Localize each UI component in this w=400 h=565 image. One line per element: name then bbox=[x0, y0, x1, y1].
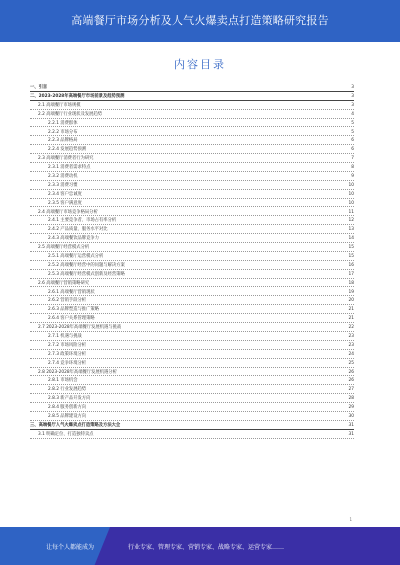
toc-entry-label: 2.3 高端餐厅消费者行为研究 bbox=[38, 156, 94, 162]
toc-entry-label: 2.8.2 行业发展趋势 bbox=[48, 387, 87, 393]
toc-entry-label: 2.8.4 服务创新方向 bbox=[48, 405, 87, 411]
toc-entry[interactable] bbox=[30, 359, 354, 368]
toc-entry-page: 6 bbox=[351, 147, 354, 153]
toc-entry[interactable] bbox=[30, 314, 354, 323]
toc-entry[interactable] bbox=[30, 350, 354, 359]
toc-entry-label: 2.3.1 消费者需求特点 bbox=[48, 165, 91, 171]
toc-entry[interactable] bbox=[30, 252, 354, 261]
toc-entry-page: 11 bbox=[348, 209, 354, 215]
toc-entry-page: 20 bbox=[348, 298, 354, 304]
toc-entry-page: 9 bbox=[351, 174, 354, 179]
toc-entry-page: 21 bbox=[348, 307, 354, 313]
toc-entry-page: 27 bbox=[348, 387, 354, 393]
toc-entry-label: 2.7.4 竞争环境分析 bbox=[48, 360, 87, 366]
toc-entry-label: 2.6 高端餐厅营销策略研究 bbox=[38, 280, 90, 286]
toc-entry-page: 23 bbox=[348, 334, 354, 340]
toc-entry[interactable] bbox=[30, 127, 354, 136]
toc-entry-page: 30 bbox=[348, 414, 354, 420]
toc-entry-label: 2.6.1 高端餐厅营销现状 bbox=[48, 289, 95, 295]
toc-entry-label: 2.7.2 市场风险分析 bbox=[48, 342, 87, 348]
toc-heading: 内容目录 bbox=[174, 58, 226, 71]
toc-entry[interactable] bbox=[30, 234, 354, 243]
toc-entry[interactable] bbox=[30, 332, 354, 341]
toc-entry[interactable] bbox=[30, 172, 354, 181]
toc-entry-page: 14 bbox=[348, 236, 354, 242]
toc-entry-page: 24 bbox=[348, 351, 354, 357]
toc-entry[interactable] bbox=[30, 421, 354, 430]
toc-entry-page: 22 bbox=[348, 325, 354, 331]
toc-entry-page: 5 bbox=[351, 120, 354, 126]
toc-entry[interactable] bbox=[30, 305, 354, 314]
toc-entry-label: 2.6.2 营销手段分析 bbox=[48, 298, 87, 304]
toc-entry-page: 21 bbox=[348, 316, 354, 322]
toc-entry[interactable] bbox=[30, 394, 354, 403]
toc-entry-page: 15 bbox=[348, 254, 354, 260]
toc-entry[interactable] bbox=[30, 83, 354, 92]
toc-entry[interactable] bbox=[30, 110, 354, 119]
toc-entry-label: 2.3.3 消费习惯 bbox=[48, 182, 78, 188]
toc-entry-page: 10 bbox=[348, 191, 354, 197]
toc-entry-page: 26 bbox=[348, 378, 354, 384]
toc-entry-label: 2.3.4 客户忠诚度 bbox=[48, 191, 82, 197]
toc-entry-label: 2.4.1 主要竞争者、市场占有率分析 bbox=[48, 218, 117, 224]
toc-entry-page: 10 bbox=[348, 200, 354, 206]
toc-entry-label: 2.5.3 高端餐厅经营模式创新及经营策略 bbox=[48, 271, 125, 277]
toc-entry-label: 二、2023-2028年高端餐厅市场前景及趋势预测 bbox=[30, 93, 125, 99]
toc-entry[interactable] bbox=[30, 368, 354, 377]
toc-entry-label: 2.3.2 消费动机 bbox=[48, 174, 78, 179]
toc-entry-page: 25 bbox=[348, 360, 354, 366]
page-number: 1 bbox=[349, 517, 352, 522]
toc-entry[interactable] bbox=[30, 243, 354, 252]
toc-entry-page: 3 bbox=[351, 85, 354, 91]
toc-entry-label: 2.4.2 产品质量、服务水平对比 bbox=[48, 227, 108, 233]
toc-entry-page: 4 bbox=[351, 111, 354, 117]
toc-entry[interactable] bbox=[30, 403, 354, 412]
toc-entry-page: 5 bbox=[351, 129, 354, 135]
toc-entry-label: 2.8.1 市场机会 bbox=[48, 378, 78, 384]
toc-entry-label: 2.8.3 新产品开发方向 bbox=[48, 396, 91, 402]
toc-entry[interactable] bbox=[30, 225, 354, 234]
toc-entry-page: 15 bbox=[348, 245, 354, 251]
toc-entry-label: 2.7.3 政策环境分析 bbox=[48, 351, 87, 357]
toc-entry-label: 2.4 高端餐厅市场竞争格局分析 bbox=[38, 209, 98, 215]
footer-slogan: 让每个人都能成为 bbox=[46, 544, 95, 551]
toc-entry[interactable] bbox=[30, 101, 354, 110]
toc-entry-page: 3 bbox=[351, 102, 354, 108]
toc-entry[interactable] bbox=[30, 341, 354, 350]
page-header bbox=[0, 0, 400, 42]
toc-entry[interactable] bbox=[30, 92, 354, 101]
toc-entry[interactable] bbox=[30, 261, 354, 270]
toc-entry-page: 13 bbox=[348, 227, 354, 233]
toc-entry-label: 2.2.1 消费群体 bbox=[48, 120, 78, 126]
toc-entry-page: 8 bbox=[351, 165, 354, 171]
toc-entry-label: 2.7.1 机遇与挑战 bbox=[48, 334, 82, 340]
toc-entry-page: 12 bbox=[348, 218, 354, 224]
toc-entry[interactable] bbox=[30, 412, 354, 421]
report-title: 高端餐厅市场分析及人气火爆卖点打造策略研究报告 bbox=[71, 14, 329, 27]
page-footer bbox=[0, 527, 400, 565]
toc-entry[interactable] bbox=[30, 181, 354, 190]
toc-entry[interactable] bbox=[30, 376, 354, 385]
toc-entry-page: 29 bbox=[348, 405, 354, 411]
toc-entry-label: 2.2 高端餐厅行业现状及发展趋势 bbox=[38, 111, 103, 117]
toc-entry-page: 7 bbox=[351, 156, 354, 162]
toc-entry-label: 2.3.5 客户满意度 bbox=[48, 200, 82, 206]
toc-entry-label: 2.2.2 市场分布 bbox=[48, 129, 78, 135]
toc-entry[interactable] bbox=[30, 119, 354, 128]
toc-entry[interactable] bbox=[30, 190, 354, 199]
toc-entry[interactable] bbox=[30, 430, 354, 439]
toc-entry[interactable] bbox=[30, 279, 354, 288]
toc-entry-label: 2.4.3 高端餐饮品牌竞争力 bbox=[48, 236, 99, 242]
toc-entry[interactable] bbox=[30, 145, 354, 154]
toc-entry-page: 31 bbox=[348, 431, 354, 437]
toc-entry-label: 2.1 高端餐厅市场规模 bbox=[38, 102, 81, 108]
toc-entry[interactable] bbox=[30, 296, 354, 305]
toc-entry-label: 2.7 2023-2028年高端餐厅发展机遇与挑战 bbox=[38, 325, 122, 331]
toc-entry-page: 23 bbox=[348, 342, 354, 348]
toc-entry-label: 2.8.5 品牌建设方向 bbox=[48, 414, 87, 420]
toc-entry-page: 28 bbox=[348, 396, 354, 402]
toc-entry-label: 3.1 明确定位、打造独特卖点 bbox=[38, 431, 94, 437]
toc-entry-label: 2.5 高端餐厅经营模式分析 bbox=[38, 245, 90, 251]
toc-entry-label: 一、引言 bbox=[30, 85, 48, 91]
toc-entry-page: 16 bbox=[348, 262, 354, 268]
toc-entry[interactable] bbox=[30, 216, 354, 225]
toc-entry-label: 2.2.3 品牌格局 bbox=[48, 138, 78, 144]
toc-entry-page: 31 bbox=[348, 422, 354, 428]
toc-entry-page: 17 bbox=[348, 271, 354, 277]
toc-entry-page: 3 bbox=[351, 93, 354, 99]
footer-tagline: 行业专家、管理专家、营销专家、战略专家、运营专家…… bbox=[128, 544, 285, 551]
toc-entry[interactable] bbox=[30, 163, 354, 172]
toc-entry-page: 19 bbox=[348, 289, 354, 295]
toc-entry-label: 三、高端餐厅人气火爆卖点打造策略及方法大全 bbox=[30, 422, 121, 428]
toc-entry-label: 2.6.3 品牌塑造与推广策略 bbox=[48, 307, 99, 313]
toc-entry-label: 2.5.1 高端餐厅运营模式分析 bbox=[48, 254, 104, 260]
toc-entry-label: 2.8 2023-2028年高端餐厅发展机遇分析 bbox=[38, 369, 117, 375]
toc-entry-page: 10 bbox=[348, 182, 354, 188]
toc-entry[interactable] bbox=[30, 270, 354, 279]
toc-entry[interactable] bbox=[30, 385, 354, 394]
toc-entry-label: 2.2.4 发展趋势预测 bbox=[48, 147, 87, 153]
toc-entry-label: 2.5.2 高端餐厅经营中的问题与解决方案 bbox=[48, 262, 125, 268]
table-of-contents bbox=[30, 83, 354, 439]
toc-entry-page: 6 bbox=[351, 138, 354, 144]
toc-entry[interactable] bbox=[30, 136, 354, 145]
toc-entry[interactable] bbox=[30, 199, 354, 208]
toc-entry-page: 26 bbox=[348, 369, 354, 375]
toc-entry-page: 18 bbox=[348, 280, 354, 286]
toc-entry-label: 2.6.4 客户关系管理策略 bbox=[48, 316, 95, 322]
toc-entry[interactable] bbox=[30, 207, 354, 216]
toc-entry[interactable] bbox=[30, 154, 354, 163]
toc-entry[interactable] bbox=[30, 323, 354, 332]
toc-entry[interactable] bbox=[30, 287, 354, 296]
